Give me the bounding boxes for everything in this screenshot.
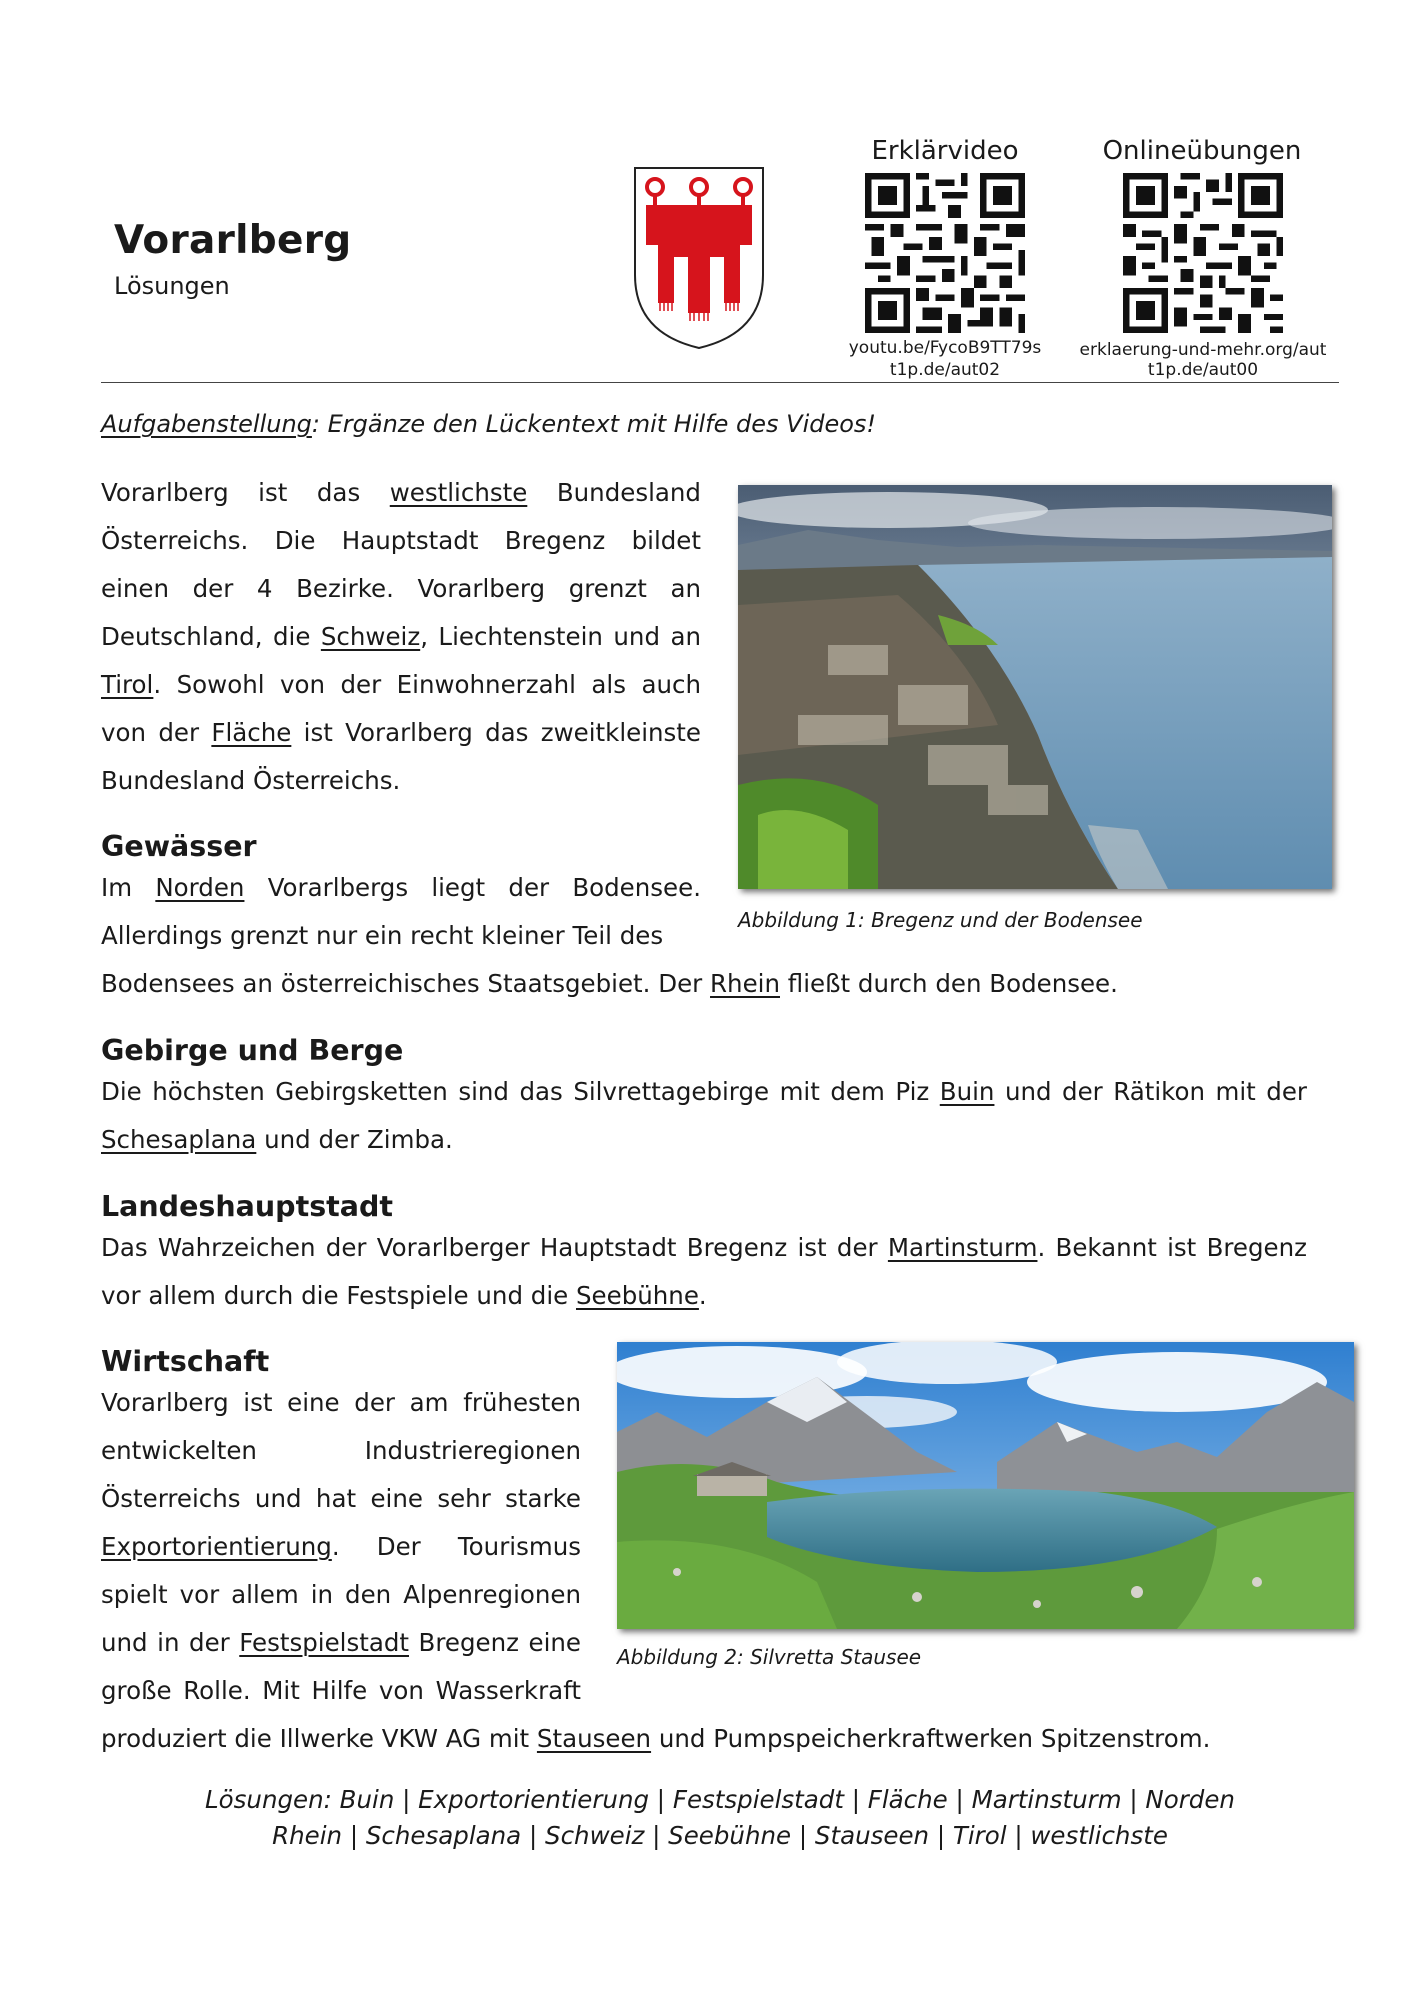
qr-exercises-short-url[interactable]: t1p.de/aut00 — [1147, 360, 1259, 380]
qr-exercises-url[interactable]: erklaerung-und-mehr.org/aut — [1079, 340, 1327, 360]
economy-paragraph-part2: produziert die Illwerke VKW AG mit Stauseen und Pumpspeicherkraftwerken Spitzenstrom. — [101, 1724, 1211, 1753]
solutions-line-2: Rhein | Schesaplana | Schweiz | Seebühne | Stauseen | Tirol | westlichste — [272, 1821, 1168, 1850]
page-title: Vorarlberg — [114, 218, 352, 263]
figure-silvretta-caption: Abbildung 2: Silvretta Stausee — [617, 1645, 922, 1669]
capital-paragraph: Das Wahrzeichen der Vorarlberger Hauptstadt Bregenz ist der Martinsturm. Bekannt ist Bregenz vor allem durch die Festspiele und die Seebühne. — [101, 1233, 1307, 1310]
heading-water: Gewässer — [101, 830, 257, 863]
gap-answer: Schweiz — [320, 622, 421, 651]
heading-capital: Landeshauptstadt — [101, 1190, 394, 1223]
qr-code-video[interactable] — [865, 173, 1025, 333]
solutions-box — [101, 1782, 1339, 1854]
figure-bregenz-caption: Abbildung 1: Bregenz und der Bodensee — [738, 908, 1143, 932]
page-subtitle: Lösungen — [114, 272, 230, 300]
qr-video-short-url[interactable]: t1p.de/aut02 — [889, 360, 1001, 380]
water-paragraph-part1: Im Norden Vorarlbergs liegt der Bodensee. Allerdings grenzt nur ein recht kleiner Teil des — [101, 873, 701, 950]
header-divider — [101, 382, 1339, 383]
gap-answer: Rhein — [710, 969, 780, 998]
coat-of-arms — [632, 165, 766, 351]
water-paragraph-part2: Bodensees an österreichisches Staatsgebiet. Der Rhein fließt durch den Bodensee. — [101, 969, 1118, 998]
gap-answer: Schesaplana — [101, 1125, 257, 1154]
intro-paragraph: Vorarlberg ist das westlichste Bundesland Österreichs. Die Hauptstadt Bregenz bildet einen der 4 Bezirke. Vorarlberg grenzt an Deutschland, die Schweiz, Liechtenstein und an Tirol. Sowohl von der Einwohnerzahl als auch von der Fläche ist Vorarlberg das zweitkleinste Bundesland Österreichs. — [101, 478, 701, 795]
qr-exercises-label: Onlineübungen — [1102, 136, 1302, 166]
gap-answer: Norden — [155, 873, 245, 902]
task-label: Aufgabenstellung — [101, 410, 312, 438]
figure-bregenz-photo — [738, 485, 1332, 889]
gap-answer: Fläche — [211, 718, 292, 747]
gap-answer: Seebühne — [576, 1281, 699, 1310]
gap-answer: Festspielstadt — [239, 1628, 409, 1657]
gap-answer: Exportorientierung — [101, 1532, 332, 1561]
task-instruction — [101, 410, 876, 438]
gap-answer: Buin — [939, 1077, 995, 1106]
heading-economy: Wirtschaft — [101, 1345, 270, 1378]
heading-mountains: Gebirge und Berge — [101, 1034, 404, 1067]
gap-answer: westlichste — [389, 478, 528, 507]
qr-video-label: Erklärvideo — [871, 136, 1019, 166]
gap-answer: Stauseen — [536, 1724, 652, 1753]
figure-silvretta-photo — [617, 1342, 1354, 1629]
mountains-paragraph: Die höchsten Gebirgsketten sind das Silvrettagebirge mit dem Piz Buin und der Rätikon mit der Schesaplana und der Zimba. — [101, 1077, 1307, 1154]
qr-code-exercises[interactable] — [1123, 173, 1283, 333]
gap-answer: Martinsturm — [887, 1233, 1038, 1262]
gap-answer: Tirol — [101, 670, 154, 699]
economy-paragraph-part1: Vorarlberg ist eine der am frühesten entwickelten Industrieregionen Österreichs und hat eine sehr starke Exportorientierung. Der Tourismus spielt vor allem in den Alpenregionen und in der Festspielstadt Bregenz eine große Rolle. Mit Hilfe von Wasserkraft — [101, 1388, 581, 1705]
solutions-line-1: Lösungen: Buin | Exportorientierung | Festspielstadt | Fläche | Martinsturm | Norden — [205, 1785, 1235, 1814]
task-text: : Ergänze den Lückentext mit Hilfe des Videos! — [311, 410, 877, 438]
qr-video-url[interactable]: youtu.be/FycoB9TT79s — [848, 338, 1042, 358]
